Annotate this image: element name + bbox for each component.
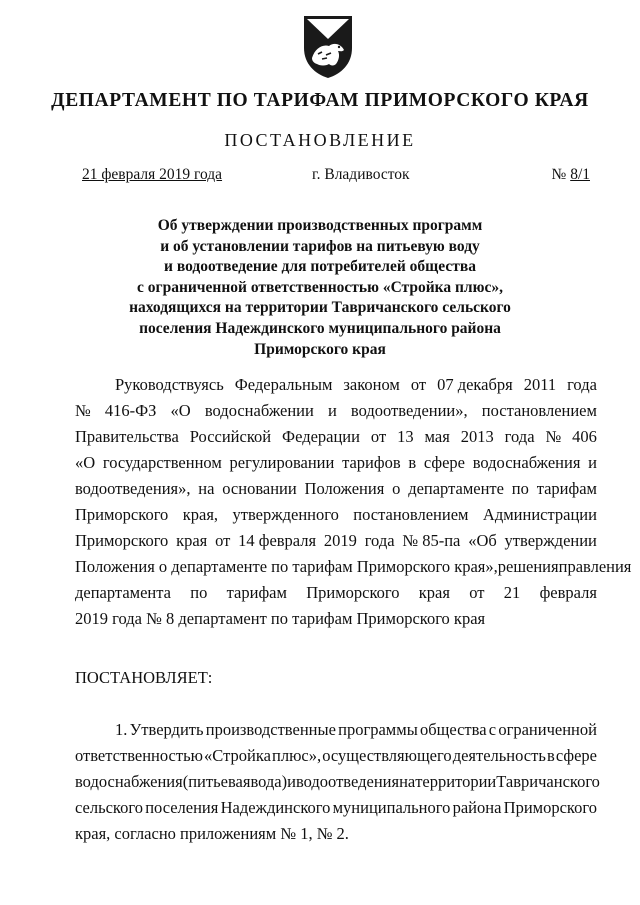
word: 1. [115,720,128,739]
word: в [546,746,555,765]
decree-heading: ПОСТАНОВЛЯЕТ: [75,668,213,687]
word: Приморского [75,531,169,550]
word: утверждении [504,531,597,550]
word: муниципального [332,798,451,817]
word: 07 декабря [437,375,513,394]
word: и [588,453,597,472]
word: вода) [250,772,288,791]
preamble-paragraph [75,372,632,632]
word: на [198,479,215,498]
word: тарифов [342,453,401,472]
word: края, согласно приложениям № 1, № 2. [75,824,349,843]
word: ответственностью [75,746,203,765]
word: водоснабжения [75,772,183,791]
word: 406 [572,427,597,446]
word: от [370,427,387,446]
text-line [75,580,597,606]
word: 2011 [523,375,557,394]
subject-line: Об утверждении производственных программ [157,217,483,234]
word: № [545,427,562,446]
text-line [75,424,597,450]
word: (питьевая [182,772,251,791]
subject-line: Приморского края [254,340,386,358]
word: департаменте [408,479,504,498]
text-line [75,606,597,632]
word: Правительства [75,427,179,446]
word: 21 [503,583,521,602]
word: водоотведении», [350,401,468,420]
subject-line: и водоотведение для потребителей общества [164,258,476,276]
text-line [75,769,600,795]
word: и [327,401,337,420]
text-line [75,743,597,769]
word: года [504,427,535,446]
word: поселения [145,798,219,817]
number-sign: № [551,166,567,183]
word: 2013 [460,427,494,446]
word: «О [170,401,191,420]
document-subject [100,216,540,360]
word: основании [222,479,297,498]
word: года [364,531,395,550]
word: Положения о департаменте по тарифам Приморского края», [75,557,498,576]
word: края [418,583,450,602]
word: № [75,401,91,420]
text-line [75,372,597,398]
word: «О [75,453,96,472]
word: Приморского [75,505,169,524]
document-type: ПОСТАНОВЛЕНИЕ [224,130,416,150]
word: 2019 года № 8 департамент по тарифам Приморского края [75,609,486,628]
word: сфере [423,453,465,472]
word: и [287,772,296,791]
text-line [75,554,632,580]
document-date: 21 февраля 2019 года [82,166,223,183]
word: Российской [189,427,272,446]
word: тарифам [536,479,597,498]
word: «Об [468,531,497,550]
word: февраля [539,583,597,602]
word: ограниченной [498,720,597,739]
word: государственном [102,453,222,472]
word: 13 [397,427,414,446]
subject-line: находящихся на территории Тавричанского сельского [129,299,511,317]
word: департамента [75,583,171,602]
department-title: ДЕПАРТАМЕНТ ПО ТАРИФАМ ПРИМОРСКОГО КРАЯ [51,90,589,111]
text-line [75,528,597,554]
word: от [410,375,427,394]
word: в [408,453,417,472]
word: производственные [205,720,336,739]
word: «Стройка [204,746,271,765]
word: 416-ФЗ [104,401,157,420]
text-line [75,398,597,424]
text-line [75,821,597,847]
word: решения [497,557,559,576]
word: законом [343,375,400,394]
word: по [190,583,208,602]
word: территории [415,772,497,791]
document-number [552,166,590,184]
word: Руководствуясь [115,375,224,394]
word: на [399,772,416,791]
word: от [215,531,231,550]
subject-line: поселения Надеждинского муниципального района [139,319,501,337]
word: края, [182,505,219,524]
word: от [469,583,485,602]
word: 14 февраля [238,531,317,550]
word: постановлением [481,401,597,420]
word: регулировании [229,453,335,472]
text-line [75,717,597,743]
word: водоотведения [295,772,400,791]
word: тарифам [226,583,287,602]
text-line [75,502,597,528]
document-city: г. Владивосток [312,166,410,183]
word: водоснабжения [472,453,581,472]
number-value: 8/1 [570,166,590,183]
word: края [176,531,208,550]
word: программы [338,720,418,739]
subject-line: и об установлении тарифов на питьевую воду [160,237,480,255]
word: сфере [555,746,597,765]
word: о [392,479,401,498]
word: осуществляющего [322,746,452,765]
word: сельского [75,798,143,817]
text-line [75,795,597,821]
word: постановлением [353,505,469,524]
word: 2019 [323,531,357,550]
word: деятельность [452,746,546,765]
word: общества [420,720,487,739]
word: водоотведения», [75,479,191,498]
document-meta [82,166,590,188]
word: Приморского [503,798,597,817]
word: Федерации [282,427,360,446]
text-line [75,450,597,476]
word: Утвердить [129,720,204,739]
word: года [567,375,597,394]
subject-line: с ограниченной ответственностью «Стройка плюс», [137,278,503,296]
word: Федеральным [234,375,333,394]
word: по [511,479,529,498]
coat-of-arms-icon [298,14,358,80]
word: Администрации [482,505,597,524]
word: района [452,798,502,817]
word: Надеждинского [220,798,331,817]
word: мая [424,427,450,446]
word: Положения [304,479,385,498]
text-line [75,476,597,502]
word: водоснабжении [204,401,314,420]
word: Тавричанского [496,772,600,791]
word: № 85-па [402,531,461,550]
word: утвержденного [232,505,339,524]
word: с [488,720,497,739]
word: правления [558,557,632,576]
word: плюс», [272,746,322,765]
decision-item-1 [75,717,600,847]
word: Приморского [306,583,400,602]
